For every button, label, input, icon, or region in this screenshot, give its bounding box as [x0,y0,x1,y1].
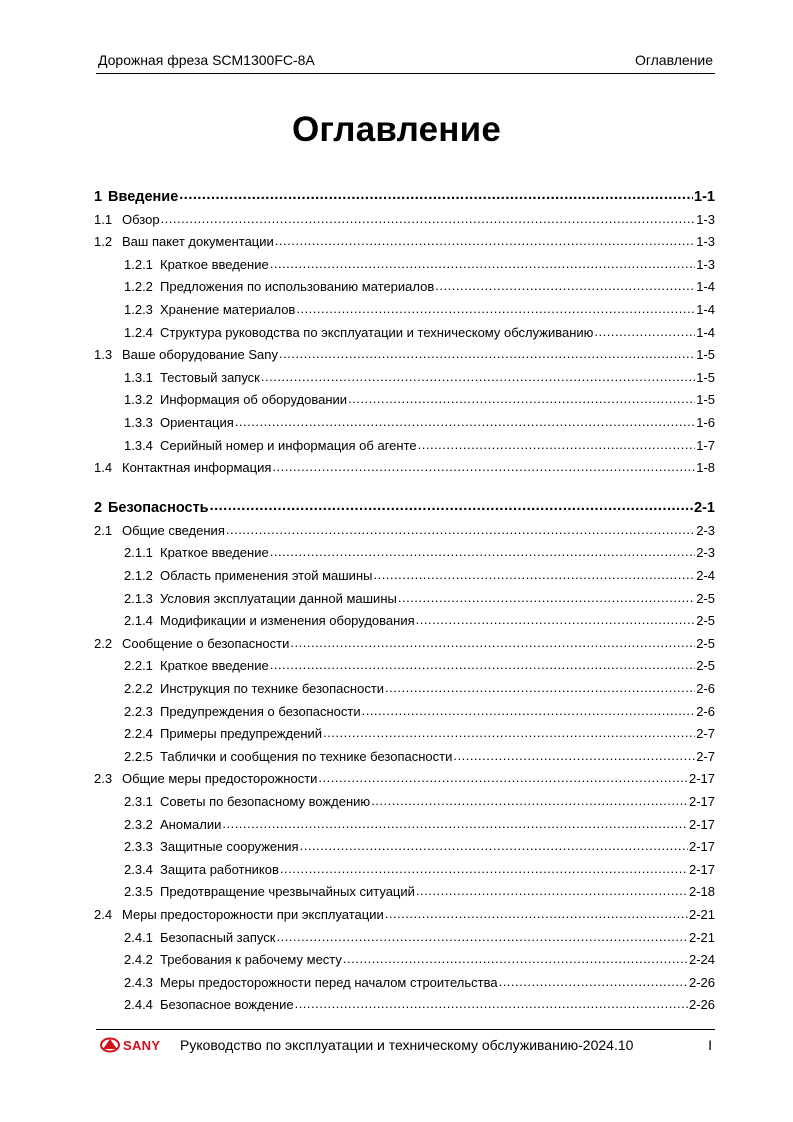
sany-brand-text: SANY [123,1037,161,1053]
toc-entry-1-3[interactable] [94,345,715,365]
toc-entry-label: Меры предосторожности при эксплуатации [122,907,384,922]
toc-dot-leader [323,724,695,738]
toc-entry-number: 2.4.3 [124,974,153,990]
toc-entry-1-3-1[interactable] [94,368,715,388]
toc-dot-leader [275,232,695,246]
toc-entry-page: 2-24 [688,952,715,968]
toc-entry-page: 2-6 [696,681,715,696]
sany-logo-icon [100,1037,120,1053]
toc-dot-leader [416,611,696,625]
toc-entry-2-3-4[interactable] [94,860,715,880]
toc-entry-label: Таблички и сообщения по технике безопасности [160,748,453,764]
toc-dot-leader [371,792,688,806]
toc-entry-page: 2-18 [688,884,715,900]
toc-entry-label: Примеры предупреждений [160,726,323,742]
toc-dot-leader [300,837,688,851]
toc-dot-leader [261,368,695,382]
toc-entry-number: 2.4.1 [124,929,153,945]
toc-entry-number: 1.2.1 [124,256,153,272]
toc-dot-leader [385,905,688,919]
toc-entry-2-4[interactable] [94,905,715,925]
toc-dot-leader [594,323,695,337]
toc-dot-leader [270,255,695,269]
toc-entry-page: 2-26 [688,974,715,990]
toc-dot-leader [418,436,696,450]
toc-entry-2-4-2[interactable] [94,950,715,970]
toc-entry-2-1-3[interactable] [94,589,715,609]
toc-entry-label: Защитные сооружения [160,839,299,855]
toc-entry-number: 1.2.4 [124,324,153,340]
toc-entry-2-2-2[interactable] [94,679,715,699]
toc-entry-number: 2 [94,500,103,517]
toc-entry-number: 2.1 [94,522,113,538]
toc-entry-2-2-5[interactable] [94,747,715,767]
toc-entry-label: Общие сведения [122,522,225,538]
toc-entry-page: 1-5 [696,392,715,408]
toc-entry-page: 2-17 [688,816,715,832]
toc-entry-1-2-2[interactable] [94,277,715,297]
toc-entry-page: 2-17 [688,839,715,855]
toc-dot-leader [296,300,695,314]
toc-entry-2-2[interactable] [94,634,715,654]
toc-entry-2-2-1[interactable] [94,656,715,676]
toc-entry-1-3-4[interactable] [94,436,715,456]
toc-dot-leader [179,187,693,201]
toc-entry-label: Безопасность [108,500,209,517]
toc-entry-1-3-2[interactable] [94,390,715,410]
toc-dot-leader [210,498,693,512]
toc-dot-leader [161,210,696,224]
toc-entry-1-2-4[interactable] [94,323,715,343]
toc-entry-2-1-4[interactable] [94,611,715,631]
page-footer [96,1036,715,1056]
header-divider [96,73,715,74]
toc-entry-label: Контактная информация [122,460,272,476]
toc-dot-leader [398,589,695,603]
toc-entry-2-2-4[interactable] [94,724,715,744]
toc-dot-leader [226,521,695,535]
toc-entry-page: 1-4 [696,324,715,340]
toc-entry-page: 2-3 [696,545,715,561]
toc-entry-number: 1.2 [94,234,113,250]
header-document-name: Дорожная фреза SCM1300FC-8A [98,52,315,68]
toc-dot-leader [435,277,695,291]
toc-entry-2-4-3[interactable] [94,973,715,993]
toc-entry-label: Структура руководства по эксплуатации и техническому обслуживанию [160,324,594,340]
toc-entry-number: 2.4.4 [124,997,153,1013]
toc-entry-number: 2.3.3 [124,839,153,855]
toc-entry-label: Меры предосторожности перед началом строительства [160,974,498,990]
sany-logo [100,1037,160,1053]
toc-entry-label: Тестовый запуск [160,369,260,385]
toc-entry-number: 2.2.2 [124,681,153,696]
toc-entry-number: 2.3 [94,771,113,787]
toc-dot-leader [453,747,695,761]
toc-entry-label: Информация об оборудовании [160,392,348,408]
toc-entry-1[interactable] [94,187,715,207]
toc-entry-2-1[interactable] [94,521,715,541]
toc-entry-number: 2.2.4 [124,726,153,742]
toc-dot-leader [373,566,695,580]
toc-entry-page: 1-4 [696,279,715,295]
toc-entry-number: 2.1.4 [124,613,153,629]
toc-entry-page: 1-8 [696,460,715,476]
toc-entry-page: 2-21 [688,929,715,945]
header-section-name: Оглавление [634,52,713,68]
toc-dot-leader [222,815,688,829]
toc-entry-page: 2-17 [688,771,715,787]
toc-entry-page: 2-21 [688,907,715,922]
toc-entry-label: Обзор [122,211,160,227]
toc-entry-2-1-1[interactable] [94,543,715,563]
toc-entry-page: 2-5 [696,613,715,629]
toc-dot-leader [270,543,695,557]
toc-entry-page: 2-1 [694,500,715,517]
toc-entry-2-3-5[interactable] [94,882,715,902]
toc-entry-1-2[interactable] [94,232,715,252]
toc-entry-page: 1-4 [696,302,715,317]
toc-entry-label: Предотвращение чрезвычайных ситуаций [160,884,415,900]
toc-entry-label: Аномалии [160,816,222,832]
toc-entry-page: 2-5 [696,590,715,606]
toc-entry-number: 2.1.1 [124,545,153,561]
footer-divider [96,1029,715,1030]
toc-entry-number: 2.3.4 [124,861,153,877]
footer-document-title: Руководство по эксплуатации и техническому обслуживанию-2024.10 [180,1037,634,1053]
toc-entry-number: 2.4.2 [124,952,153,968]
toc-entry-label: Краткое введение [160,256,269,272]
toc-entry-number: 1.1 [94,211,113,227]
toc-entry-page: 1-3 [696,256,715,272]
toc-entry-number: 2.2.1 [124,658,153,674]
toc-dot-leader [290,634,695,648]
toc-entry-label: Введение [108,189,179,205]
toc-dot-leader [235,413,695,427]
toc-entry-2-4-1[interactable] [94,928,715,948]
toc-entry-2[interactable] [94,498,715,518]
toc-entry-page: 1-6 [696,415,715,430]
toc-entry-2-3[interactable] [94,769,715,789]
toc-entry-2-2-3[interactable] [94,702,715,722]
toc-dot-leader [348,390,695,404]
toc-entry-number: 2.1.3 [124,590,153,606]
toc-dot-leader [499,973,688,987]
toc-dot-leader [362,702,696,716]
toc-entry-page: 2-5 [696,658,715,674]
toc-entry-number: 1.4 [94,460,113,476]
toc-entry-number: 1.3.4 [124,437,153,453]
toc-entry-page: 2-5 [696,635,715,651]
toc-dot-leader [279,345,695,359]
footer-page-number: I [708,1037,712,1053]
toc-entry-page: 1-7 [696,437,715,453]
toc-entry-label: Серийный номер и информация об агенте [160,437,417,453]
toc-entry-page: 2-7 [696,748,715,764]
page-title: Оглавление [291,110,502,149]
toc-dot-leader [416,882,688,896]
toc-dot-leader [343,950,688,964]
toc-entry-number: 2.2 [94,635,113,651]
toc-dot-leader [385,679,695,693]
toc-entry-page: 2-6 [696,703,715,719]
toc-entry-number: 1.3.3 [124,415,153,430]
toc-entry-label: Предложения по использованию материалов [160,279,435,295]
toc-entry-number: 2.4 [94,907,113,922]
toc-entry-number: 1.3.2 [124,392,153,408]
toc-entry-page: 2-3 [696,522,715,538]
toc-entry-number: 2.2.5 [124,748,153,764]
toc-dot-leader [272,458,695,472]
toc-entry-page: 2-17 [688,861,715,877]
toc-entry-label: Ваше оборудование Sany [122,347,278,363]
toc-entry-1-3-3[interactable] [94,413,715,433]
toc-entry-label: Общие меры предосторожности [122,771,318,787]
toc-entry-2-3-1[interactable] [94,792,715,812]
toc-entry-label: Ориентация [160,415,234,430]
toc-entry-1-2-1[interactable] [94,255,715,275]
toc-entry-label: Безопасный запуск [160,929,276,945]
toc-entry-page: 1-3 [696,211,715,227]
toc-entry-label: Безопасное вождение [160,997,294,1013]
toc-entry-1-1[interactable] [94,210,715,230]
toc-entry-number: 2.3.5 [124,884,153,900]
toc-entry-label: Защита работников [160,861,279,877]
toc-entry-label: Условия эксплуатации данной машины [160,590,397,606]
toc-entry-label: Сообщение о безопасности [122,635,290,651]
toc-entry-number: 2.3.1 [124,794,153,809]
toc-entry-number: 1 [94,189,103,205]
toc-dot-leader [280,860,688,874]
toc-entry-label: Советы по безопасному вождению [160,794,371,809]
toc-entry-number: 2.2.3 [124,703,153,719]
toc-entry-1-4[interactable] [94,458,715,478]
toc-entry-label: Краткое введение [160,658,269,674]
toc-dot-leader [276,928,688,942]
toc-entry-page: 1-5 [696,347,715,363]
toc-entry-label: Ваш пакет документации [122,234,274,250]
toc-entry-page: 1-5 [696,369,715,385]
toc-entry-label: Область применения этой машины [160,568,373,583]
toc-entry-page: 2-7 [696,726,715,742]
toc-entry-page: 1-1 [694,189,715,205]
toc-entry-2-4-4[interactable] [94,995,715,1015]
toc-entry-page: 2-4 [696,568,715,583]
toc-entry-number: 1.2.2 [124,279,153,295]
toc-dot-leader [318,769,688,783]
toc-entry-page: 2-26 [688,997,715,1013]
toc-entry-number: 1.3 [94,347,113,363]
toc-entry-2-3-3[interactable] [94,837,715,857]
toc-entry-label: Предупреждения о безопасности [160,703,361,719]
toc-entry-2-1-2[interactable] [94,566,715,586]
toc-entry-number: 1.2.3 [124,302,153,317]
toc-entry-label: Инструкция по технике безопасности [160,681,385,696]
toc-entry-number: 2.3.2 [124,816,153,832]
toc-entry-label: Требования к рабочему месту [160,952,342,968]
toc-entry-label: Хранение материалов [160,302,296,317]
toc-entry-2-3-2[interactable] [94,815,715,835]
page-header [96,50,715,70]
toc-entry-label: Краткое введение [160,545,269,561]
toc-entry-number: 1.3.1 [124,369,153,385]
toc-entry-page: 2-17 [688,794,715,809]
toc-entry-page: 1-3 [696,234,715,250]
toc-dot-leader [270,656,695,670]
toc-entry-1-2-3[interactable] [94,300,715,320]
toc-entry-number: 2.1.2 [124,568,153,583]
toc-entry-label: Модификации и изменения оборудования [160,613,415,629]
toc-dot-leader [295,995,688,1009]
